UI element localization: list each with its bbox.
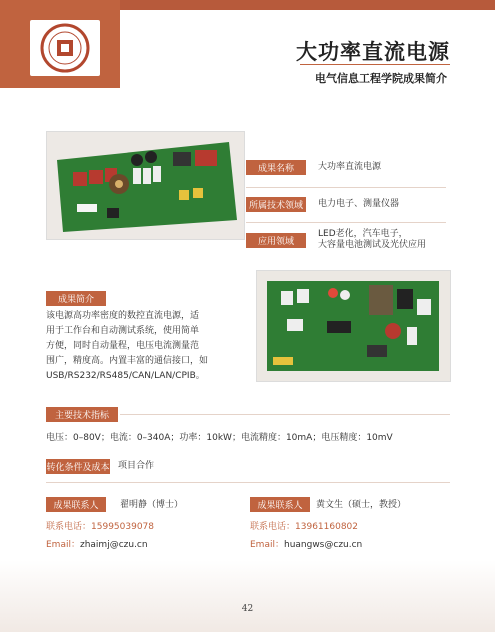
summary-line: 方便，同时自动量程，电压电流测量范 [46,341,200,351]
value-application-line2: 大容量电池测试及光伏应用 [318,240,427,250]
summary-line: USB/RS232/RS485/CAN/LAN/CPIB。 [46,371,205,381]
summary-label: 成果简介 [46,291,106,306]
phone-label: 联系电话： [250,522,296,532]
specs-label: 主要技术指标 [46,407,118,422]
summary-line: 围广，精度高。内置丰富的通信接口，如 [46,356,209,366]
value-tech-field: 电力电子、测量仪器 [318,199,400,209]
pcb-photo-1 [46,131,245,240]
contact-1-label: 成果联系人 [46,497,106,512]
contact-2-name: 黄文生（硕士，教授） [316,500,407,510]
label-tech-field: 所属技术领域 [246,197,306,212]
label-application-field: 应用领域 [246,233,306,248]
contact-2-phone [250,519,358,532]
email-label: Email： [250,540,284,550]
email-address[interactable]: huangws@czu.cn [283,540,363,550]
page-subtitle: 电气信息工程学院成果简介 [315,72,447,85]
specs-text: 电压：0–80V；电流：0–340A；功率：10kW；电流精度：10mA；电压精度：10mV [46,433,393,443]
transfer-separator [46,482,450,483]
university-seal-icon [30,20,100,76]
title-underline [300,64,450,65]
footer-campus-background [0,560,495,632]
phone-number: 13961160802 [295,522,359,532]
pcb-photo-2 [256,270,451,382]
specs-separator [120,414,450,415]
phone-number: 15995039078 [91,522,155,532]
transfer-value: 项目合作 [118,461,155,471]
page-number: 42 [241,604,254,614]
summary-text [46,309,242,384]
contact-1-phone [46,519,154,532]
university-logo [30,20,100,76]
email-address[interactable]: zhaimj@czu.cn [79,540,148,550]
pcb-board-image [257,271,450,381]
contact-2-email [250,537,362,550]
summary-line: 该电源高功率密度的数控直流电源，适 [46,311,200,321]
phone-label: 联系电话： [46,522,92,532]
value-application-line1: LED老化，汽车电子， [318,229,408,239]
page-title: 大功率直流电源 [296,40,450,64]
value-achievement-name: 大功率直流电源 [318,162,382,172]
summary-line: 用于工作台和自动测试系统，使用简单 [46,326,200,336]
info-separator [246,222,446,223]
transfer-label: 转化条件及成本 [46,459,110,474]
contact-2-label: 成果联系人 [250,497,310,512]
contact-1-email [46,537,148,550]
info-separator [246,187,446,188]
pcb-board-image [47,132,244,239]
label-achievement-name: 成果名称 [246,160,306,175]
email-label: Email： [46,540,80,550]
contact-1-name: 翟明静（博士） [120,500,184,510]
